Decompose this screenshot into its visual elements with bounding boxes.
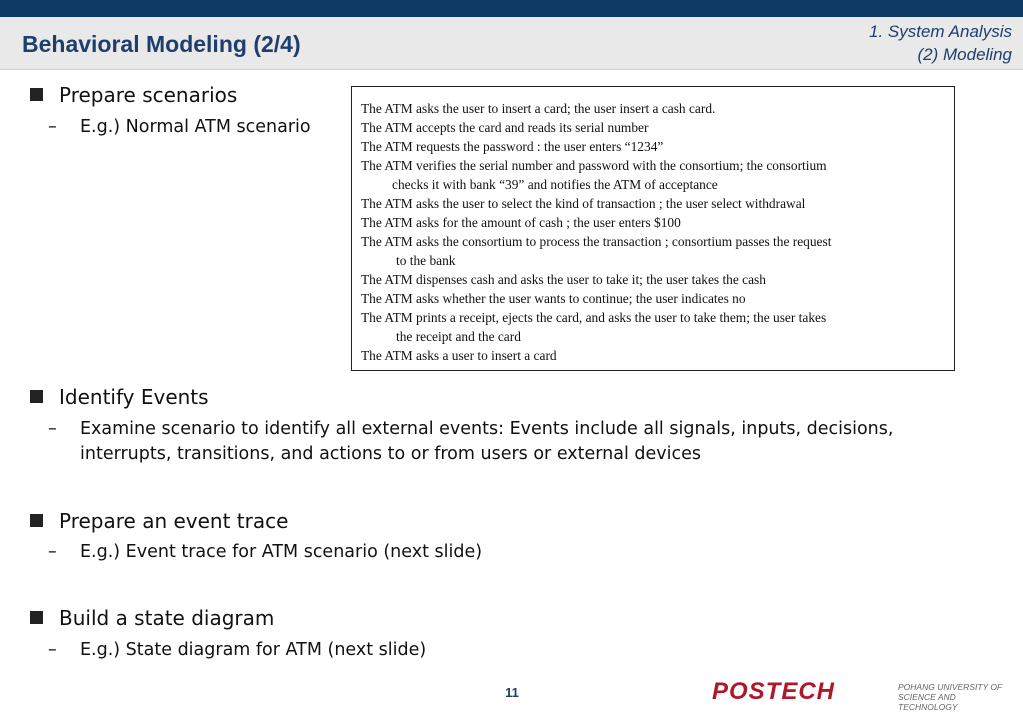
logo-subtitle-line-2: SCIENCE AND TECHNOLOGY	[898, 692, 958, 712]
logo-wordmark: POSTECH	[712, 678, 836, 705]
bullet-label: Prepare scenarios	[59, 83, 238, 107]
sub-item-state-diagram	[48, 638, 748, 663]
postech-logo	[712, 678, 1012, 712]
scenario-line-continued: the receipt and the card	[396, 329, 521, 344]
scenario-line-continued: checks it with bank “39” and notifies the ATM of acceptance	[392, 177, 718, 192]
scenario-line: The ATM requests the password : the user enters “1234”	[361, 139, 664, 154]
bullet-identify-events	[30, 385, 209, 409]
scenario-line: The ATM asks whether the user wants to continue; the user indicates no	[361, 291, 746, 306]
sub-item-text: E.g.) Event trace for ATM scenario (next slide)	[80, 542, 483, 562]
square-bullet-icon	[30, 390, 43, 403]
sub-item-text: Examine scenario to identify all external events: Events include all signals, inputs, decisions, interrupts, transitions, and actions to or from users or external devices	[80, 419, 894, 464]
scenario-line: The ATM accepts the card and reads its serial number	[361, 120, 649, 135]
scenario-line: The ATM asks for the amount of cash ; the user enters $100	[361, 215, 681, 230]
dash-marker: –	[48, 117, 57, 137]
sub-item-text: E.g.) State diagram for ATM (next slide)	[80, 640, 427, 660]
scenario-line: The ATM asks the user to insert a card; the user insert a cash card.	[361, 101, 716, 116]
section-reference	[869, 20, 1012, 66]
square-bullet-icon	[30, 611, 43, 624]
scenario-line: The ATM asks the user to select the kind of transaction ; the user select withdrawal	[361, 196, 806, 211]
sub-item-events	[48, 417, 978, 467]
section-line-1: 1. System Analysis	[869, 22, 1012, 41]
scenario-line: The ATM prints a receipt, ejects the card, and asks the user to take them; the user takes	[361, 310, 827, 325]
dash-marker: –	[48, 419, 57, 439]
dash-marker: –	[48, 542, 57, 562]
sub-item-text: E.g.) Normal ATM scenario	[80, 117, 311, 137]
scenario-text-box	[351, 86, 955, 371]
logo-subtitle-line-1: POHANG UNIVERSITY OF	[898, 682, 1003, 692]
page-number: 11	[505, 685, 519, 700]
sub-item-event-trace	[48, 540, 748, 565]
scenario-line: The ATM asks the consortium to process the transaction ; consortium passes the request	[361, 234, 832, 249]
bullet-prepare-scenarios	[30, 83, 237, 107]
slide-title: Behavioral Modeling (2/4)	[22, 31, 301, 57]
scenario-line-continued: to the bank	[396, 253, 456, 268]
bullet-label: Identify Events	[59, 385, 209, 409]
bullet-state-diagram	[30, 606, 274, 630]
section-line-2: (2) Modeling	[917, 45, 1012, 64]
scenario-line: The ATM asks a user to insert a card	[361, 348, 557, 363]
bullet-event-trace	[30, 509, 288, 533]
top-bar	[0, 0, 1023, 17]
square-bullet-icon	[30, 514, 43, 527]
scenario-line: The ATM verifies the serial number and password with the consortium; the consortium	[361, 158, 827, 173]
bullet-label: Prepare an event trace	[59, 509, 289, 533]
square-bullet-icon	[30, 88, 43, 101]
dash-marker: –	[48, 640, 57, 660]
scenario-line: The ATM dispenses cash and asks the user to take it; the user takes the cash	[361, 272, 766, 287]
sub-item-scenario	[48, 115, 348, 140]
bullet-label: Build a state diagram	[59, 606, 275, 630]
